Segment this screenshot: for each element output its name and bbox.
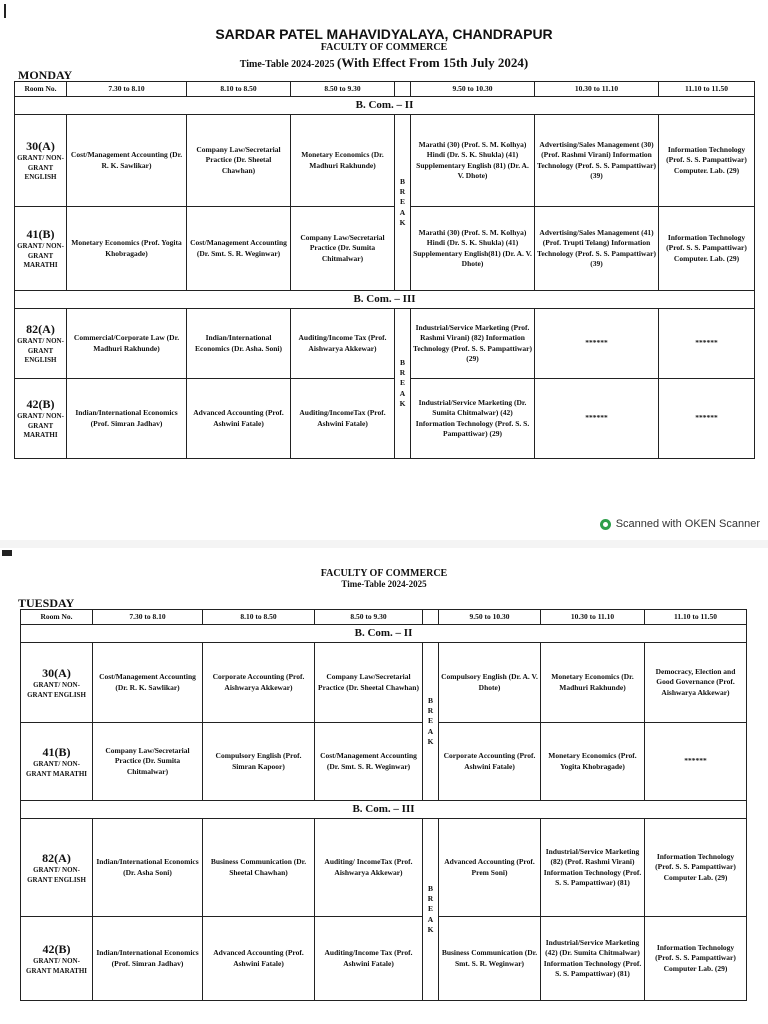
faculty-title: FACULTY OF COMMERCE <box>320 42 448 53</box>
break-letter: E <box>427 904 433 914</box>
timetable-cell: Information Technology (Prof. S. S. Pampattiwar) Computer Lab. (29) <box>645 917 747 1001</box>
scanner-text: Scanned with OKEN Scanner <box>615 518 760 530</box>
header-period-5: 10.30 to 11.10 <box>535 82 659 97</box>
room-number: 42(B) <box>26 397 55 412</box>
header-room-no: Room No. <box>21 610 93 625</box>
break-letter: A <box>427 914 434 924</box>
header-period-4: 9.50 to 10.30 <box>411 82 535 97</box>
header-row <box>21 610 747 625</box>
break-letter: A <box>399 388 406 398</box>
header-row <box>15 82 755 97</box>
timetable-cell: Indian/International Economics (Dr. Asha Soni) <box>93 819 203 917</box>
timetable-cell: Monetary Economics (Dr. Madhuri Rakhunde) <box>291 115 395 207</box>
scanner-watermark <box>600 518 760 530</box>
monday-timetable <box>14 81 755 459</box>
header-period-3: 8.50 to 9.30 <box>291 82 395 97</box>
header-period-2: 8.10 to 8.50 <box>203 610 315 625</box>
timetable-cell: Marathi (30) (Prof. S. M. Kolhya) Hindi (Dr. S. K. Shukla) (41) Supplementary English(81) (Dr. A. V. Dhote) <box>411 207 535 291</box>
table-row <box>21 917 747 1001</box>
timetable-prefix: Time-Table 2024-2025 <box>239 59 335 70</box>
timetable-cell: Company Law/Secretarial Practice (Dr. Sheetal Chawhan) <box>187 115 291 207</box>
table-row <box>21 723 747 801</box>
header-period-6: 11.10 to 11.50 <box>645 610 747 625</box>
break-column <box>423 643 439 801</box>
break-letter: R <box>427 706 434 716</box>
timetable-cell: Information Technology (Prof. S. S. Pampattiwar) Computer. Lab. (29) <box>659 207 755 291</box>
timetable-cell: Democracy, Election and Good Governance (Prof. Aishwarya Akkewar) <box>645 643 747 723</box>
table-row <box>15 207 755 291</box>
timetable-cell: ****** <box>659 309 755 379</box>
timetable-cell: Industrial/Service Marketing (42) (Dr. Sumita Chitmalwar) Information Technology (Prof. S. S. Pampattiwar) (81) <box>541 917 645 1001</box>
break-letter: E <box>399 378 405 388</box>
tuesday-timetable-body <box>21 610 747 1001</box>
timetable-cell: Advanced Accounting (Prof. Ashwini Fatale) <box>203 917 315 1001</box>
header-period-1: 7.30 to 8.10 <box>93 610 203 625</box>
break-letter: R <box>399 187 406 197</box>
timetable-cell: Information Technology (Prof. S. S. Pampattiwar) Computer Lab. (29) <box>645 819 747 917</box>
header-period-5: 10.30 to 11.10 <box>541 610 645 625</box>
section-heading: B. Com. – III <box>21 801 747 819</box>
break-letter: A <box>399 207 406 217</box>
timetable-cell: ****** <box>535 379 659 459</box>
timetable-cell: Indian/International Economics (Prof. Simran Jadhav) <box>93 917 203 1001</box>
timetable-cell: Compulsory English (Dr. A. V. Dhote) <box>439 643 541 723</box>
timetable-cell: Indian/International Economics (Dr. Asha. Soni) <box>187 309 291 379</box>
timetable-cell: Compulsory English (Prof. Simran Kapoor) <box>203 723 315 801</box>
timetable-cell: Advertising/Sales Management (41) (Prof. Trupti Telang) Information Technology (Prof. S. S. Pampattiwar) (39) <box>535 207 659 291</box>
timetable-cell: Cost/Management Accounting (Dr. R. K. Sawlikar) <box>67 115 187 207</box>
break-letter: R <box>399 368 406 378</box>
timetable-cell: Industrial/Service Marketing (Prof. Rashmi Virani) (82) Information Technology (Prof. S. S. Pampattiwar) (29) <box>411 309 535 379</box>
timetable-cell: Business Communication (Dr. Smt. S. R. Weginwar) <box>439 917 541 1001</box>
scan-edge-mark <box>4 4 6 18</box>
timetable-cell: ****** <box>535 309 659 379</box>
table-row <box>15 379 755 459</box>
room-cell <box>15 115 67 207</box>
tuesday-timetable <box>20 609 747 1001</box>
scanner-logo-icon <box>600 519 611 530</box>
break-letter: K <box>427 736 434 746</box>
timetable-cell: ****** <box>659 379 755 459</box>
room-type: GRANT/ NON- GRANT ENGLISH <box>17 337 64 365</box>
scan-edge-mark <box>2 550 12 556</box>
timetable-title: Time-Table 2024-2025 <box>341 579 427 589</box>
timetable-cell: Indian/International Economics (Prof. Simran Jadhav) <box>67 379 187 459</box>
timetable-cell: Company Law/Secretarial Practice (Dr. Sumita Chitmalwar) <box>291 207 395 291</box>
room-cell <box>21 917 93 1001</box>
timetable-cell: Cost/Management Accounting (Dr. Smt. S. R. Weginwar) <box>187 207 291 291</box>
timetable-cell: Commercial/Corporate Law (Dr. Madhuri Rakhunde) <box>67 309 187 379</box>
college-title: SARDAR PATEL MAHAVIDYALAYA, CHANDRAPUR <box>215 26 553 42</box>
section-row <box>21 625 747 643</box>
break-letter: K <box>399 217 406 227</box>
timetable-cell: Monetary Economics (Dr. Madhuri Rakhunde) <box>541 643 645 723</box>
section-row <box>21 801 747 819</box>
timetable-cell: Company Law/Secretarial Practice (Dr. Sumita Chitmalwar) <box>93 723 203 801</box>
timetable-cell: Industrial/Service Marketing (Dr. Sumita Chitmalwar) (42) Information Technology (Prof. S. S. Pampattiwar) (29) <box>411 379 535 459</box>
table-row <box>21 819 747 917</box>
room-cell <box>21 723 93 801</box>
section-heading: B. Com. – II <box>15 97 755 115</box>
timetable-cell: Auditing/Income Tax (Prof. Ashwini Fatale) <box>315 917 423 1001</box>
page-tuesday <box>0 548 768 1024</box>
section-row <box>15 97 755 115</box>
header-break-gap <box>395 82 411 97</box>
room-number: 30(A) <box>42 665 71 680</box>
break-letter: A <box>427 726 434 736</box>
header-room-no: Room No. <box>15 82 67 97</box>
section-heading: B. Com. – III <box>15 291 755 309</box>
timetable-cell: Marathi (30) (Prof. S. M. Kolhya) Hindi (Dr. S. K. Shukla) (41) Supplementary English (81) (Dr. A. V. Dhote) <box>411 115 535 207</box>
timetable-cell: Cost/Management Accounting (Dr. Smt. S. R. Weginwar) <box>315 723 423 801</box>
timetable-cell: Company Law/Secretarial Practice (Dr. Sheetal Chawhan) <box>315 643 423 723</box>
timetable-cell: Advanced Accounting (Prof. Ashwini Fatale) <box>187 379 291 459</box>
timetable-cell: Business Communication (Dr. Sheetal Chawhan) <box>203 819 315 917</box>
room-cell <box>15 309 67 379</box>
room-number: 42(B) <box>42 941 71 956</box>
room-number: 82(A) <box>26 322 55 337</box>
timetable-cell: Auditing/Income Tax (Prof. Aishwarya Akkewar) <box>291 309 395 379</box>
header-period-1: 7.30 to 8.10 <box>67 82 187 97</box>
header-period-3: 8.50 to 9.30 <box>315 610 423 625</box>
break-column <box>395 309 411 459</box>
day-label: TUESDAY <box>18 596 75 610</box>
timetable-cell: Monetary Economics (Prof. Yogita Khobragade) <box>541 723 645 801</box>
table-row <box>21 643 747 723</box>
room-type: GRANT/ NON- GRANT MARATHI <box>26 957 87 975</box>
header-period-6: 11.10 to 11.50 <box>659 82 755 97</box>
page-separator <box>0 540 768 548</box>
room-type: GRANT/ NON- GRANT ENGLISH <box>27 866 86 884</box>
room-number: 30(A) <box>26 139 55 154</box>
break-letter: E <box>399 197 405 207</box>
section-heading: B. Com. – II <box>21 625 747 643</box>
monday-timetable-body <box>15 82 755 459</box>
break-letter: R <box>427 894 434 904</box>
timetable-cell: Monetary Economics (Prof. Yogita Khobragade) <box>67 207 187 291</box>
room-number: 41(B) <box>42 744 71 759</box>
timetable-cell: ****** <box>645 723 747 801</box>
timetable-cell: Industrial/Service Marketing (82) (Prof. Rashmi Virani) Information Technology (Prof. S. S. Pampattiwar) (81) <box>541 819 645 917</box>
room-cell <box>15 379 67 459</box>
room-type: GRANT/ NON- GRANT MARATHI <box>17 412 64 440</box>
header-period-2: 8.10 to 8.50 <box>187 82 291 97</box>
break-column <box>395 115 411 291</box>
header-break-gap <box>423 610 439 625</box>
table-row <box>15 115 755 207</box>
break-letter: B <box>399 177 405 187</box>
break-letter: K <box>427 924 434 934</box>
room-cell <box>21 643 93 723</box>
break-column <box>423 819 439 1001</box>
room-number: 41(B) <box>26 227 55 242</box>
room-cell <box>15 207 67 291</box>
header-period-4: 9.50 to 10.30 <box>439 610 541 625</box>
timetable-cell: Corporate Accounting (Prof. Ashwini Fatale) <box>439 723 541 801</box>
timetable-cell: Advertising/Sales Management (30) (Prof. Rashmi Virani) Information Technology (Prof. S. S. Pampattiwar) (39) <box>535 115 659 207</box>
timetable-cell: Information Technology (Prof. S. S. Pampattiwar) Computer. Lab. (29) <box>659 115 755 207</box>
timetable-cell: Auditing/ IncomeTax (Prof. Aishwarya Akkewar) <box>315 819 423 917</box>
room-cell <box>21 819 93 917</box>
room-type: GRANT/ NON- GRANT MARATHI <box>26 760 87 778</box>
room-type: GRANT/ NON- GRANT MARATHI <box>17 242 64 270</box>
room-number: 82(A) <box>42 850 71 865</box>
room-type: GRANT/ NON- GRANT ENGLISH <box>17 154 64 182</box>
timetable-effect: (With Effect From 15th July 2024) <box>336 55 529 70</box>
timetable-cell: Auditing/IncomeTax (Prof. Ashwini Fatale) <box>291 379 395 459</box>
break-letter: B <box>399 358 405 368</box>
faculty-title: FACULTY OF COMMERCE <box>320 568 448 579</box>
timetable-title <box>0 55 768 71</box>
break-letter: B <box>427 884 433 894</box>
break-letter: E <box>427 716 433 726</box>
timetable-cell: Corporate Accounting (Prof. Aishwarya Akkewar) <box>203 643 315 723</box>
room-type: GRANT/ NON- GRANT ENGLISH <box>27 681 86 699</box>
table-row <box>15 309 755 379</box>
break-letter: K <box>399 398 406 408</box>
timetable-cell: Cost/Management Accounting (Dr. R. K. Sawlikar) <box>93 643 203 723</box>
day-label: MONDAY <box>18 68 73 82</box>
timetable-cell: Advanced Accounting (Prof. Prem Soni) <box>439 819 541 917</box>
break-letter: B <box>427 696 433 706</box>
section-row <box>15 291 755 309</box>
